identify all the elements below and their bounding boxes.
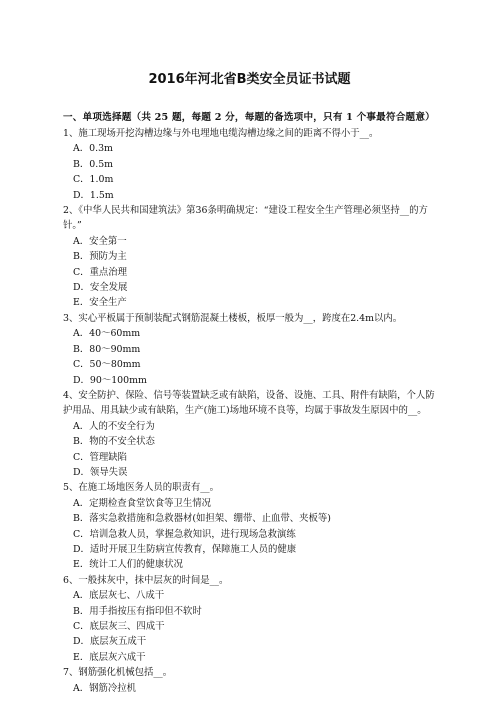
- question-1: [63, 126, 436, 203]
- answer-option: A．钢筋冷拉机: [73, 682, 137, 694]
- question-stem: 6、一般抹灰中，抹中层灰的时间是__。: [63, 574, 229, 586]
- question-stem: 5、在施工场地医务人员的职责有__。: [63, 482, 219, 494]
- answer-option: D．1.5m: [73, 189, 114, 201]
- question-stem: 1、施工现场开挖沟槽边缘与外电埋地电缆沟槽边缘之间的距离不得小于__。: [63, 128, 379, 139]
- question-list: [63, 126, 436, 696]
- question-stem: 7、钢筋强化机械包括__。: [63, 667, 173, 679]
- answer-option: B．物的不安全状态: [73, 436, 155, 448]
- answer-option: B．80～90mm: [73, 343, 141, 355]
- question-2: [63, 203, 436, 311]
- answer-option: A．安全第一: [73, 235, 127, 247]
- question-stem: 4、安全防护、保险、信号等装置缺乏或有缺陷，设备、设施、工具、附件有缺陷，个人防护用品、用具缺少或有缺陷，生产(施工)场地环境不良等，均属于事故发生原因中的__。: [63, 389, 435, 417]
- document-title: 2016年河北省B类安全员证书试题: [148, 72, 351, 87]
- answer-option: E．安全生产: [73, 297, 127, 309]
- answer-option: D．适时开展卫生防病宣传教育，保障施工人员的健康: [73, 543, 297, 555]
- answer-option: B．0.5m: [73, 158, 114, 170]
- answer-option: A．底层灰七、八成干: [73, 590, 165, 602]
- answer-option: A．定期检查食堂饮食等卫生情况: [73, 497, 212, 509]
- answer-option: D．底层灰五成干: [73, 636, 147, 648]
- answer-option: C．培训急救人员，掌握急救知识，进行现场急救演练: [73, 528, 296, 540]
- question-stem: 3、实心平板属于预制装配式钢筋混凝土楼板，板厚一般为__，跨度在2.4m以内。: [63, 312, 403, 324]
- answer-option: C．50～80mm: [73, 359, 141, 371]
- question-6: [63, 573, 436, 665]
- answer-option: C．重点治理: [73, 266, 128, 278]
- answer-option: A．人的不安全行为: [73, 420, 155, 432]
- answer-option: D．领导失误: [73, 466, 128, 478]
- answer-option: E．底层灰六成干: [73, 651, 146, 663]
- question-5: [63, 480, 436, 572]
- answer-option: A．40～60mm: [73, 328, 141, 340]
- question-3: [63, 311, 436, 388]
- answer-option: B．落实急救措施和急救器材(如担架、绷带、止血带、夹板等): [73, 513, 331, 525]
- answer-option: C．1.0m: [73, 174, 114, 186]
- question-stem: 2、《中华人民共和国建筑法》第36条明确规定：“建设工程安全生产管理必须坚持__的方针。”: [63, 205, 428, 232]
- answer-option: B．用手指按压有指印但不软时: [73, 605, 202, 617]
- answer-option: A．0.3m: [73, 143, 113, 155]
- section-heading: 一、单项选择题（共 25 题，每题 2 分，每题的备选项中，只有 1 个事最符合题意）: [63, 112, 435, 123]
- answer-option: B．预防为主: [73, 251, 127, 263]
- answer-option: E．统计工人们的健康状况: [73, 559, 183, 571]
- question-7: [63, 665, 436, 696]
- answer-option: C．底层灰三、四成干: [73, 621, 165, 632]
- answer-option: C．管理缺陷: [73, 451, 128, 463]
- question-4: [63, 388, 436, 480]
- answer-option: D．90～100mm: [73, 374, 147, 386]
- answer-option: D．安全发展: [73, 282, 128, 294]
